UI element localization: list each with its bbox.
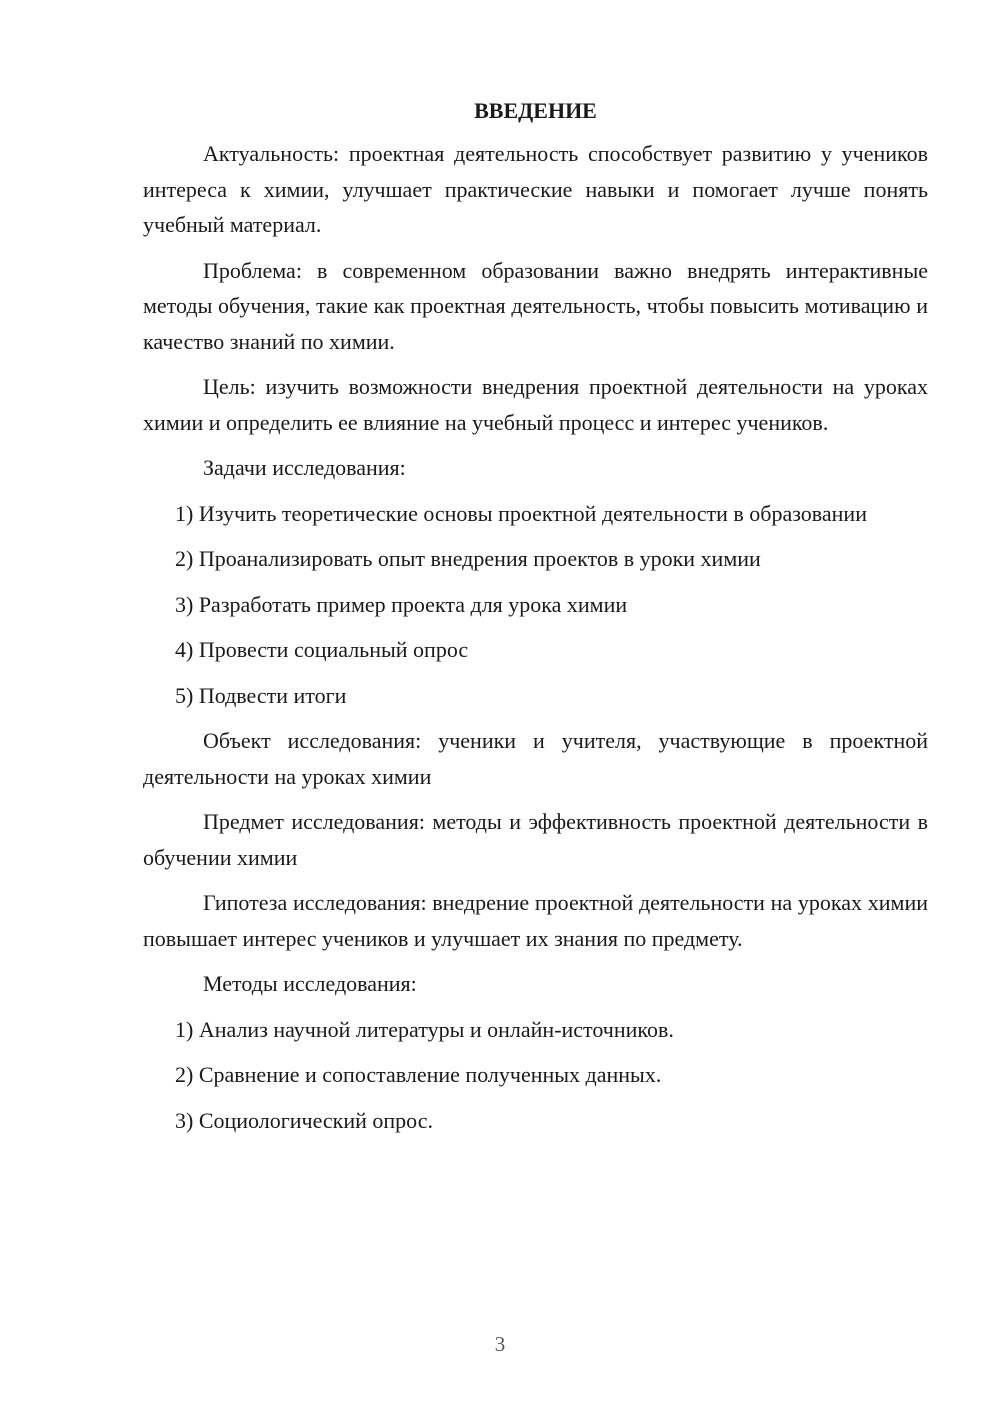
methods-heading: Методы исследования: <box>203 971 417 996</box>
task-item-4: 4) Провести социальный опрос <box>175 637 469 662</box>
hypothesis-paragraph: Гипотеза исследования: внедрение проектной деятельности на уроках химии повышает интерес учеников и улучшает их знания по предмету. <box>143 890 928 951</box>
document-page <box>143 96 928 1148</box>
task-item-1: 1) Изучить теоретические основы проектной деятельности в образовании <box>175 500 867 526</box>
method-item-3: 3) Социологический опрос. <box>175 1107 433 1133</box>
problem-paragraph: Проблема: в современном образовании важно внедрять интерактивные методы обучения, такие как проектная деятельность, чтобы повысить мотивацию и качество знаний по химии. <box>143 257 928 354</box>
relevance-paragraph: Актуальность: проектная деятельность способствует развитию у учеников интереса к химии, улучшает практические навыки и помогает лучше понять учебный материал. <box>143 141 928 237</box>
goal-paragraph: Цель: изучить возможности внедрения проектной деятельности на уроках химии и определить ее влияние на учебный процесс и интерес учеников. <box>143 374 928 435</box>
page-number: 3 <box>494 1332 506 1356</box>
task-item-3: 3) Разработать пример проекта для урока химии <box>175 591 628 617</box>
task-item-2: 2) Проанализировать опыт внедрения проектов в уроки химии <box>175 546 761 571</box>
page-title: ВВЕДЕНИЕ <box>474 98 597 123</box>
method-item-1: 1) Анализ научной литературы и онлайн-источников. <box>175 1016 674 1042</box>
task-item-5: 5) Подвести итоги <box>175 682 347 708</box>
subject-paragraph: Предмет исследования: методы и эффективность проектной деятельности в обучении химии <box>143 809 928 870</box>
object-paragraph: Объект исследования: ученики и учителя, участвующие в проектной деятельности на уроках химии <box>143 728 928 789</box>
tasks-heading: Задачи исследования: <box>203 455 406 480</box>
method-item-2: 2) Сравнение и сопоставление полученных данных. <box>175 1062 662 1087</box>
